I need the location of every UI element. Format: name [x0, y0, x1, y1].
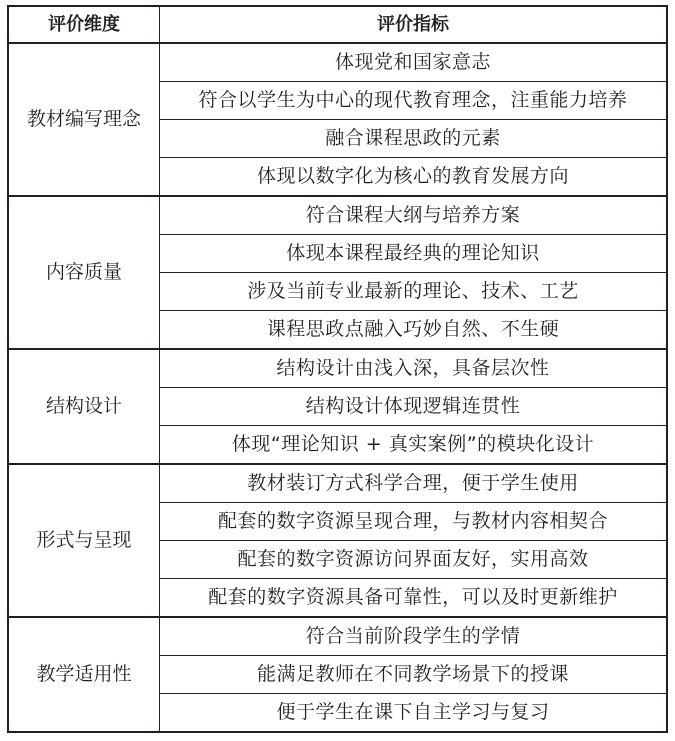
indicator-cell: 配套的数字资源呈现合理，与教材内容相契合 — [160, 503, 668, 541]
indicator-cell: 结构设计体现逻辑连贯性 — [160, 388, 668, 426]
dimension-cell: 结构设计 — [8, 349, 160, 464]
dimension-cell: 形式与呈现 — [8, 464, 160, 617]
table-row — [8, 349, 667, 388]
indicator-cell: 便于学生在课下自主学习与复习 — [160, 694, 668, 733]
table-row — [8, 464, 667, 503]
indicator-cell: 配套的数字资源访问界面友好，实用高效 — [160, 541, 668, 579]
indicator-cell: 课程思政点融入巧妙自然、不生硬 — [160, 311, 668, 350]
indicator-cell: 符合以学生为中心的现代教育理念，注重能力培养 — [160, 82, 668, 120]
indicator-cell: 配套的数字资源具备可靠性，可以及时更新维护 — [160, 579, 668, 618]
header-indicator: 评价指标 — [160, 6, 668, 43]
dimension-cell: 教学适用性 — [8, 617, 160, 732]
evaluation-table — [7, 5, 668, 733]
indicator-cell: 能满足教师在不同教学场景下的授课 — [160, 656, 668, 694]
indicator-cell: 教材装订方式科学合理，便于学生使用 — [160, 464, 668, 503]
dimension-cell: 内容质量 — [8, 196, 160, 349]
indicator-cell: 涉及当前专业最新的理论、技术、工艺 — [160, 273, 668, 311]
header-dimension: 评价维度 — [8, 6, 160, 43]
table-body — [8, 43, 667, 732]
indicator-cell: 体现党和国家意志 — [160, 43, 668, 82]
dimension-cell: 教材编写理念 — [8, 43, 160, 196]
indicator-cell: 符合课程大纲与培养方案 — [160, 196, 668, 235]
table-row — [8, 196, 667, 235]
indicator-cell: 结构设计由浅入深，具备层次性 — [160, 349, 668, 388]
table-row — [8, 43, 667, 82]
indicator-cell: 融合课程思政的元素 — [160, 120, 668, 158]
header-row — [8, 6, 667, 43]
indicator-cell: 体现“理论知识 + 真实案例”的模块化设计 — [160, 426, 668, 465]
indicator-cell: 体现以数字化为核心的教育发展方向 — [160, 158, 668, 197]
indicator-cell: 体现本课程最经典的理论知识 — [160, 235, 668, 273]
table-row — [8, 617, 667, 656]
indicator-cell: 符合当前阶段学生的学情 — [160, 617, 668, 656]
